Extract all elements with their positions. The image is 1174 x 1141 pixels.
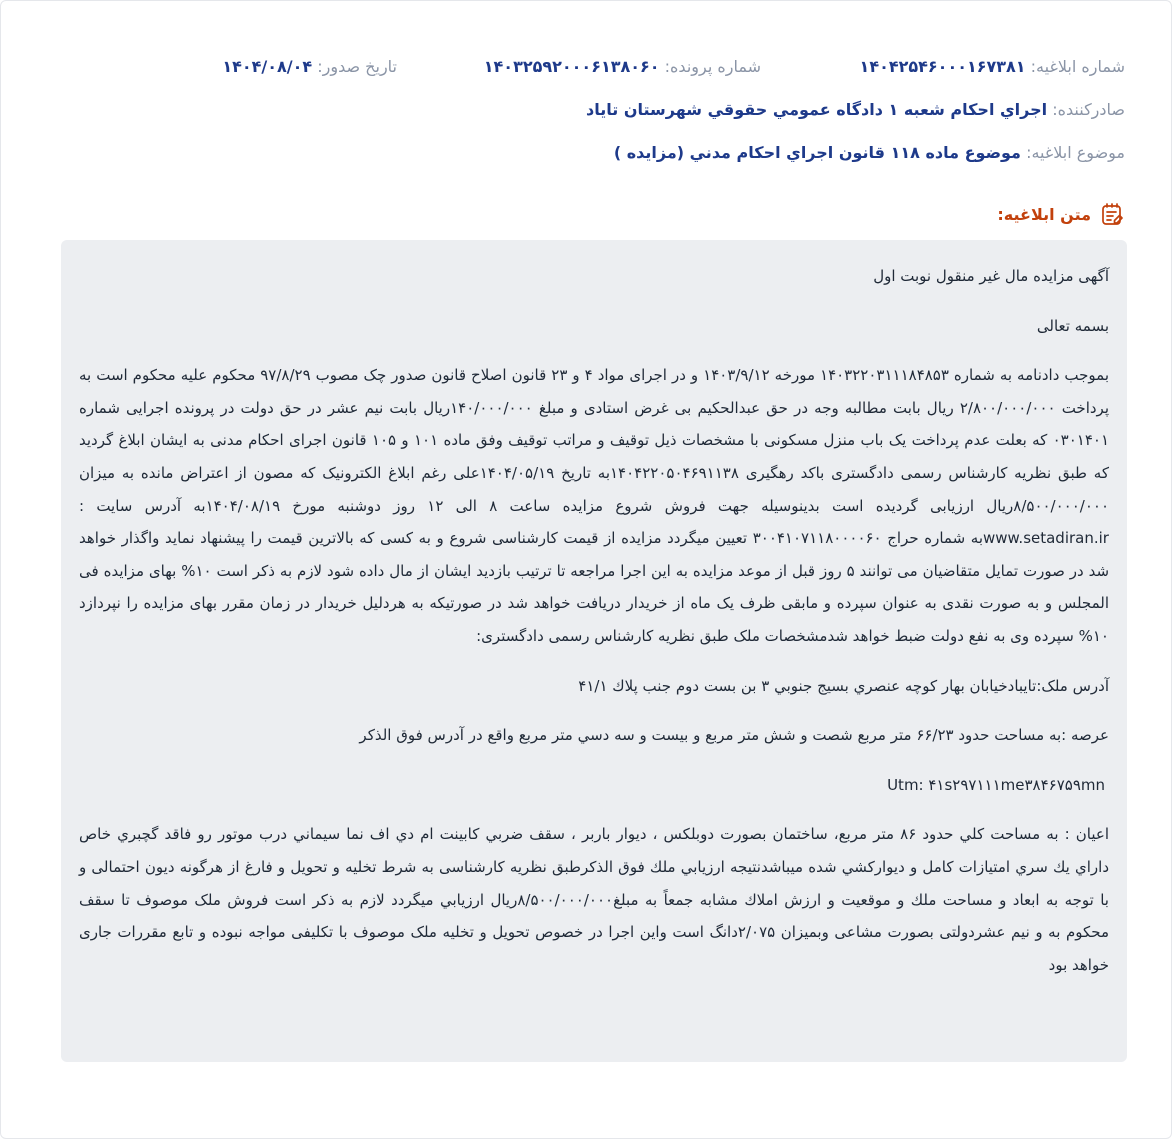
section-title-text: متن ابلاغیه: [997,204,1091,224]
property-address: آدرس ملک:تایبادخیابان بهار كوچه عنصري بسيج جنوبي ۳ بن بست دوم جنب پلاك ۴۱/۱ [578,676,1109,695]
subject-line [614,143,1125,162]
basmala: بسمه تعالی [1036,316,1109,335]
file-number-label: شماره پرونده: [664,57,761,76]
notice-meta-row [47,57,1125,83]
notice-number-value: ۱۴۰۴۲۵۴۶۰۰۰۱۶۷۳۸۱ [859,57,1026,76]
issuer-label: صادرکننده: [1052,100,1125,119]
issue-date [222,57,397,76]
notice-text-section-title [997,201,1125,227]
issue-date-value: ۱۴۰۴/۰۸/۰۴ [222,57,313,76]
file-number [484,57,761,76]
subject-label: موضوع ابلاغیه: [1026,143,1125,162]
notice-body [61,240,1127,1062]
notice-number-label: شماره ابلاغیه: [1030,57,1125,76]
issuer-line [586,100,1125,119]
building-paragraph: اعيان : به مساحت كلي حدود ۸۶ متر مربع، ساختمان بصورت دوبلكس ، ديوار باربر ، سقف ضربي كابينت ام دي اف نما سيماني درب موتور رو فاقد گچبري خاص داراي يك سري امتيازات كامل و ديواركشي شده میباشدنتيجه ارزيابي ملك فوق الذكرطبق نظريه كارشناسی به شرط تخليه و تحويل و فارغ از هرگونه ديون احتمالی و با توجه به ابعاد و مساحت ملك و موقعيت و ارزش املاك مشابه جمعاً به مبلغ۸/۵۰۰/۰۰۰/۰۰۰ريال ارزيابي ميگردد لازم به ذکر است فروش ملک موصوف تا سقف محکوم به و نیم عشردولتی بصورت مشاعی وبمیزان ۲/۰۷۵دانگ است واین اجرا در خصوص تحویل و تخلیه ملک موصوف با تکلیفی مواجه نبوده و تابع مقررات جاری خواهد بود [79,825,1110,974]
document-edit-icon [1099,201,1125,227]
notice-number [860,57,1125,76]
subject-value: موضوع ماده ۱۱۸ قانون اجراي احكام مدني (مزايده ) [613,143,1021,162]
main-paragraph: بموجب دادنامه به شماره ۱۴۰۳۲۲۰۳۱۱۱۸۴۸۵۳ مورخه ۱۴۰۳/۹/۱۲ و در اجرای مواد ۴ و ۲۳ قانون اصلاح قانون صدور چک مصوب ۹۷/۸/۲۹ محکوم علیه محکوم است به پرداخت ۲/۸۰۰/۰۰۰/۰۰۰ ریال بابت مطالبه وجه در حق عبدالحکیم بی غرض استادی و مبلغ ۱۴۰/۰۰۰/۰۰۰ریال بابت نیم عشر در حق دولت در پرونده اجرایی شماره ۰۳۰۱۴۰۱ که بعلت عدم پرداخت یک باب منزل مسکونی با مشخصات ذیل توقیف و مراتب توقیف وفق ماده ۱۰۱ و ۱۰۵ قانون اجرای احکام مدنی به ایشان ابلاغ گردید که طبق نظریه کارشناس رسمی دادگستری باکد رهگیری ۱۴۰۴۲۲۰۵۰۴۶۹۱۱۳۸به تاریخ ۱۴۰۴/۰۵/۱۹علی رغم ابلاغ الکترونیک که مصون از اعتراض مانده به میزان ۸/۵۰۰/۰۰۰/۰۰۰ریال ارزیابی گردیده است بدینوسیله جهت فروش شروع مزایده ساعت ۸ الی ۱۲ روز دوشنبه مورخ ۱۴۰۴/۰۸/۱۹به آدرس سایت : www.setadiran.irبه شماره حراج ۳۰۰۴۱۰۷۱۱۸۰۰۰۰۶۰ تعیین میگردد مزایده از قیمت کارشناسی شروع و به کسی که بالاترین قیمت را پیشنهاد نماید واگذار خواهد شد در صورت تمایل متقاضیان می توانند ۵ روز قبل از موعد مزایده به این اجرا مراجعه تا ترتیب بازدید ایشان از مال داده شود لازم به ذکر است ۱۰% بهای مزایده فی المجلس و به صورت نقدی به عنوان سپرده و مابقی ظرف یک ماه از خریدار دریافت خواهد شد در صورتیکه به هردلیل خریدار در زمان مقرر بهای مزایده را نپردازد ۱۰% سپرده وی به نفع دولت ضبط خواهد شدمشخصات ملک طبق نظریه کارشناس رسمی دادگستری: [79,366,1110,645]
utm-coordinates: Utm: ۴۱s۲۹۷۱۱۱me۳۸۴۶۷۵۹mn [887,775,1105,794]
file-number-value: ۱۴۰۳۲۵۹۲۰۰۰۶۱۳۸۰۶۰ [483,57,660,76]
issue-date-label: تاریخ صدور: [317,57,397,76]
notice-heading: آگهی مزایده مال غیر منقول نوبت اول [873,267,1109,285]
property-area: عرصه :به مساحت حدود ۶۶/۲۳ متر مربع شصت و شش متر مربع و بيست و سه دسي متر مربع واقع در آدرس فوق الذكر [359,726,1109,745]
issuer-value: اجراي احكام شعبه ۱ دادگاه عمومي حقوقي شهرستان تاياد [586,100,1048,119]
